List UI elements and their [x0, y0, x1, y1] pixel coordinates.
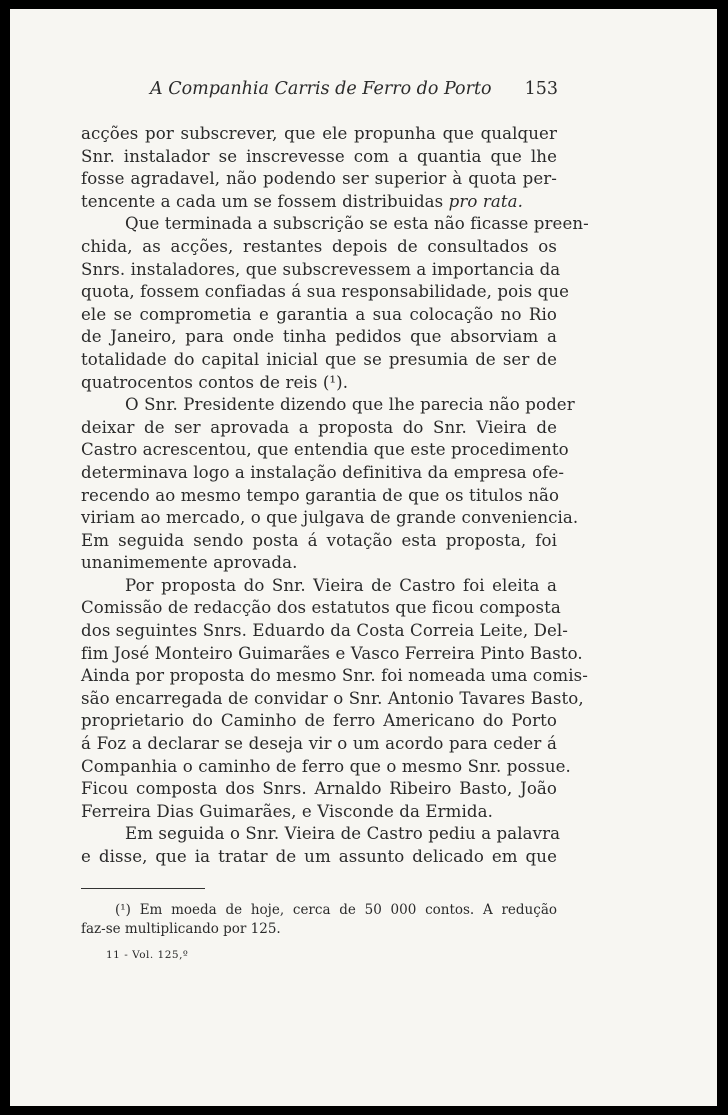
text-line: viriam ao mercado, o que julgava de grande conveniencia.: [81, 508, 579, 528]
footnote-line: (¹) Em moeda de hoje, cerca de 50 000 contos. A redução: [115, 902, 557, 918]
text-line: [81, 191, 557, 214]
text-line-plain: tencente a cada um se fossem distribuidas: [81, 191, 449, 211]
text-line: totalidade do capital inicial que se presumia de ser de: [81, 349, 557, 369]
text-line: de Janeiro, para onde tinha pedidos que absorviam a: [81, 327, 557, 347]
footnote-rule: [81, 888, 205, 889]
printer-signature: 11 - Vol. 125,º: [106, 949, 189, 961]
running-head: [150, 78, 570, 100]
text-line: deixar de ser aprovada a proposta do Snr. Vieira de: [81, 417, 557, 437]
text-line: Snr. instalador se inscrevesse com a quantia que lhe: [81, 146, 557, 166]
text-line: são encarregada de convidar o Snr. Antonio Tavares Basto,: [81, 688, 584, 708]
text-line: á Foz a declarar se deseja vir o um acordo para ceder á: [81, 734, 557, 754]
text-line: e disse, que ia tratar de um assunto delicado em que: [81, 847, 557, 866]
text-line: chida, as acções, restantes depois de consultados os: [81, 236, 557, 256]
body-text: [81, 123, 589, 869]
text-line: fim José Monteiro Guimarães e Vasco Ferreira Pinto Basto.: [81, 643, 583, 663]
text-line: Ferreira Dias Guimarães, e Visconde da Ermida.: [81, 801, 493, 821]
text-line: acções por subscrever, que ele propunha que qualquer: [81, 124, 557, 143]
text-line: quatrocentos contos de reis (¹).: [81, 372, 349, 392]
text-line: fosse agradavel, não podendo ser superior à quota per-: [81, 169, 557, 189]
text-line: Ficou composta dos Snrs. Arnaldo Ribeiro Basto, João: [81, 779, 557, 799]
italic-phrase: pro rata.: [448, 191, 524, 211]
page-number: 153: [524, 79, 558, 99]
text-line: quota, fossem confiadas á sua responsabilidade, pois que: [81, 282, 570, 302]
text-line: Companhia o caminho de ferro que o mesmo Snr. possue.: [81, 756, 571, 776]
text-line: dos seguintes Snrs. Eduardo da Costa Correia Leite, Del-: [81, 621, 569, 641]
text-line: recendo ao mesmo tempo garantia de que os titulos não: [81, 485, 560, 505]
running-head-title: A Companhia Carris de Ferro do Porto: [150, 79, 492, 99]
text-line: proprietario do Caminho de ferro Americano do Porto: [81, 711, 557, 731]
text-line: Snrs. instaladores, que subscrevessem a importancia da: [81, 259, 561, 279]
paragraph-start-line: O Snr. Presidente dizendo que lhe parecia não poder: [125, 395, 575, 415]
text-line: determinava logo a instalação definitiva da empresa ofe-: [81, 462, 565, 482]
text-line: Em seguida sendo posta á votação esta proposta, foi: [81, 530, 557, 550]
text-line: Comissão de redacção dos estatutos que ficou composta: [81, 598, 561, 618]
text-line: Castro acrescentou, que entendia que este procedimento: [81, 440, 569, 460]
text-line: unanimemente aprovada.: [81, 553, 298, 573]
paragraph-start-line: Que terminada a subscrição se esta não ficasse preen-: [125, 214, 589, 234]
book-page: [10, 9, 717, 1106]
paragraph-start-line: Em seguida o Snr. Vieira de Castro pediu a palavra: [125, 824, 561, 844]
text-line: ele se comprometia e garantia a sua colocação no Rio: [81, 304, 557, 324]
text-line: Ainda por proposta do mesmo Snr. foi nomeada uma comis-: [81, 666, 588, 686]
footnote: [81, 901, 557, 939]
footnote-line: faz-se multiplicando por 125.: [81, 921, 281, 937]
paragraph-start-line: Por proposta do Snr. Vieira de Castro foi eleita a: [125, 575, 557, 595]
